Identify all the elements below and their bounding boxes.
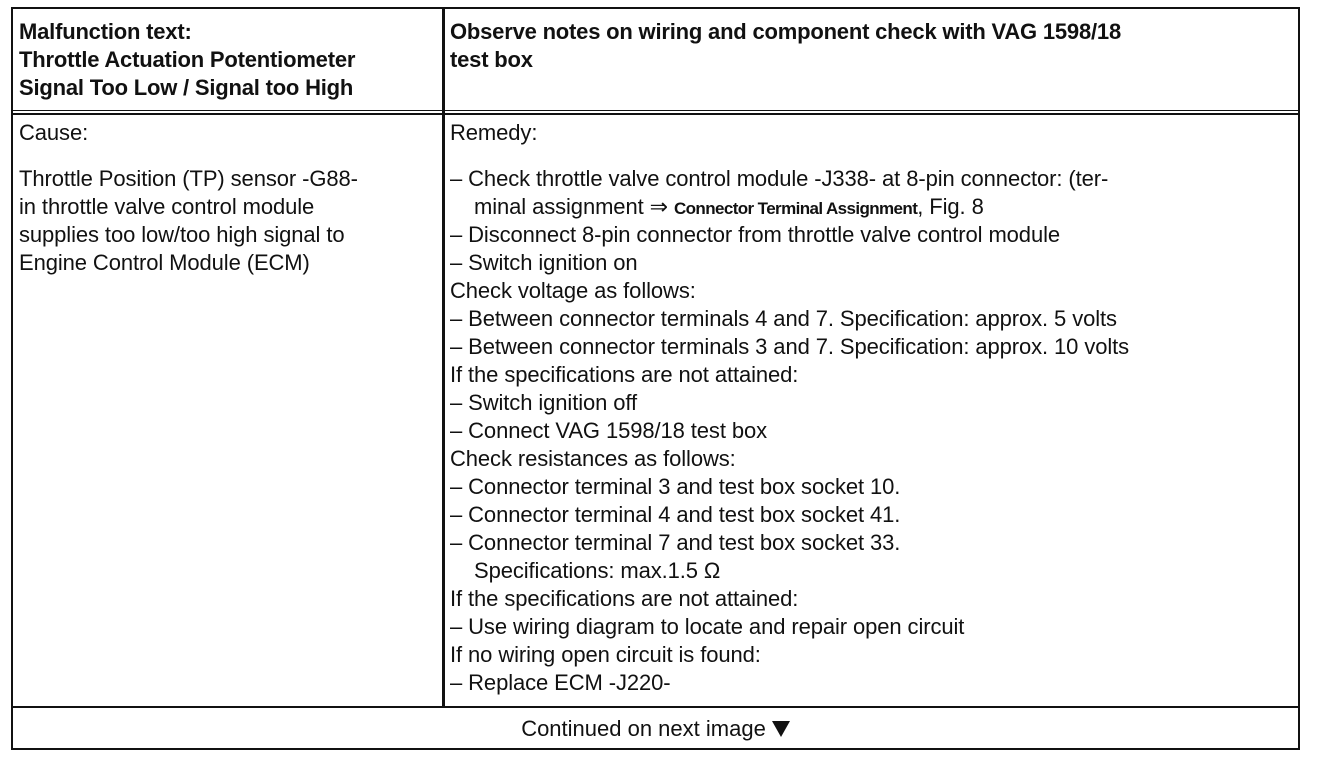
cause-label: Cause: [19, 120, 89, 145]
notes-line-2: test box [450, 47, 533, 72]
notes-header [450, 18, 1290, 74]
remedy-step: – Disconnect 8-pin connector from throttle valve control module [450, 222, 1061, 247]
remedy-step-continued [450, 193, 1300, 221]
remedy-subheading: Check resistances as follows: [450, 446, 736, 471]
remedy-step: – Connector terminal 7 and test box socket 33. [450, 530, 901, 555]
remedy-subheading: If the specifications are not attained: [450, 362, 799, 387]
malfunction-title-line-1: Throttle Actuation Potentiometer [19, 47, 356, 72]
header-divider [13, 110, 1298, 115]
remedy-label: Remedy: [450, 120, 538, 145]
malfunction-header [19, 18, 437, 102]
remedy-step: – Between connector terminals 4 and 7. Specification: approx. 5 volts [450, 306, 1117, 331]
continued-text[interactable]: Continued on next image [521, 716, 766, 741]
resistance-specification: Specifications: max.1.5 Ω [474, 558, 721, 583]
remedy-subheading: If no wiring open circuit is found: [450, 642, 761, 667]
remedy-subheading: If the specifications are not attained: [450, 586, 799, 611]
remedy-step: – Switch ignition on [450, 250, 638, 275]
down-triangle-icon [772, 721, 790, 737]
remedy-step: – Switch ignition off [450, 390, 638, 415]
continued-footer[interactable] [13, 708, 1298, 748]
malfunction-table [11, 7, 1300, 750]
remedy-step: – Connector terminal 3 and test box socket 10. [450, 474, 901, 499]
remedy-step: – Between connector terminals 3 and 7. Specification: approx. 10 volts [450, 334, 1130, 359]
malfunction-label: Malfunction text: [19, 19, 192, 44]
remedy-step: – Connect VAG 1598/18 test box [450, 418, 768, 443]
remedy-subheading: Check voltage as follows: [450, 278, 696, 303]
terminal-assignment-prefix: minal assignment ⇒ [474, 194, 674, 219]
malfunction-title-line-2: Signal Too Low / Signal too High [19, 75, 354, 100]
cause-line: supplies too low/too high signal to [19, 222, 345, 247]
cause-line: Throttle Position (TP) sensor -G88- [19, 166, 358, 191]
remedy-step: – Connector terminal 4 and test box socket 41. [450, 502, 901, 527]
cause-line: Engine Control Module (ECM) [19, 250, 310, 275]
remedy-section [450, 119, 1300, 697]
figure-reference: , Fig. 8 [917, 194, 984, 219]
notes-line-1: Observe notes on wiring and component check with VAG 1598/18 [450, 19, 1121, 44]
remedy-step: – Replace ECM -J220- [450, 670, 671, 695]
cause-description [19, 165, 439, 277]
remedy-step: – Check throttle valve control module -J338- at 8-pin connector: (ter- [450, 166, 1109, 191]
remedy-step: – Use wiring diagram to locate and repair open circuit [450, 614, 965, 639]
connector-terminal-assignment-link[interactable]: Connector Terminal Assignment [673, 199, 918, 218]
cause-line: in throttle valve control module [19, 194, 315, 219]
